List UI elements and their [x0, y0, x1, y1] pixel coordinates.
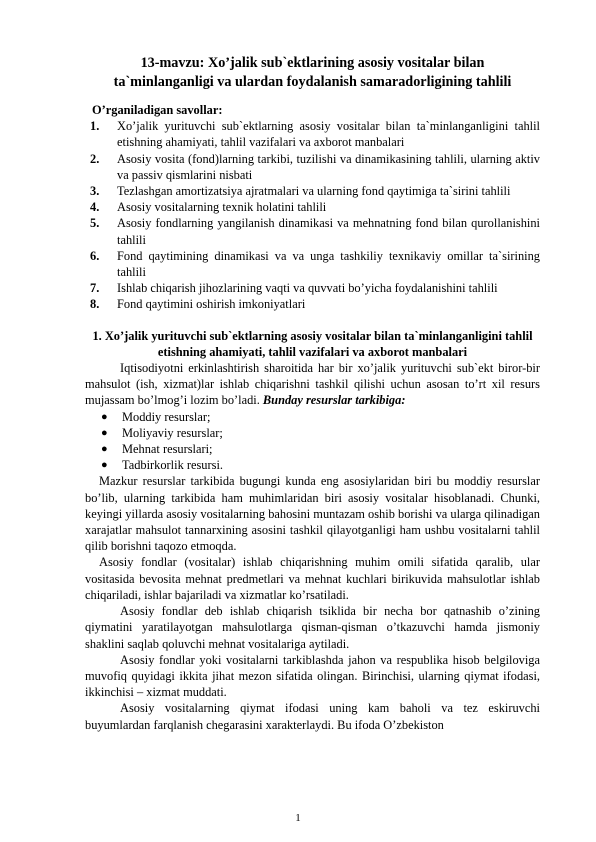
question-item: [85, 151, 540, 183]
question-text: Xo’jalik yurituvchi sub`ektlarning asosiy vositalar bilan ta`minlanganligini tahlil etishning ahamiyati, tahlil vazifalari va axborot manbalari: [117, 119, 540, 150]
question-number: 8.: [90, 297, 100, 312]
resource-text: Mehnat resurslari;: [122, 442, 213, 457]
question-item: [85, 118, 540, 150]
question-text: Asosiy vosita (fond)larning tarkibi, tuzilishi va dinamikasining tahlili, ularning aktiv va passiv qismlarini nisbati: [117, 151, 540, 182]
questions-list: [85, 118, 540, 312]
resource-item: [85, 425, 540, 441]
paragraph-definition: Asosiy fondlar deb ishlab chiqarish tsiklida bir necha bor qatnashib o’zining qiymatini yaratilayotgan mahsulotlarga qisman-qisman o’tkazuvchi hamda jismoniy shaklini saqlab qoluvchi mehnat vositalariga aytiladi.: [85, 604, 540, 651]
section-title: 1. Xo’jalik yurituvchi sub`ektlarning asosiy vositalar bilan ta`minlanganligini tahlil etishning ahamiyati, tahlil vazifalari va axborot manbalari: [92, 328, 533, 359]
resource-item: [85, 409, 540, 425]
paragraph-intro-emphasis: Bunday resurslar tarkibiga:: [262, 393, 406, 408]
paragraph-fixed-assets: Asosiy fondlar (vositalar) ishlab chiqarishning muhim omili sifatida qaralib, ular vositasida bevosita mehnat predmetlari va mehnat kuchlari birikuvida mahsulotlar ishlab chiqariladi, ishlar bajariladi va xizmatlar ko’rsatiladi.: [85, 555, 540, 602]
question-number: 5.: [90, 216, 100, 231]
resource-text: Moddiy resurslar;: [122, 409, 211, 424]
question-number: 1.: [90, 119, 100, 134]
paragraph-value: Asosiy vositalarning qiymat ifodasi uning kam baholi va tez eskiruvchi buyumlardan farqlanish chegarasini xarakterlaydi. Bu ifoda O’zbekiston: [85, 701, 540, 732]
bullet-icon: ●: [101, 459, 108, 472]
question-number: 2.: [90, 151, 100, 166]
question-text: Fond qaytimini oshirish imkoniyatlari: [117, 297, 306, 312]
question-text: Tezlashgan amortizatsiya ajratmalari va ularning fond qaytimiga ta`sirini tahlili: [117, 184, 511, 199]
question-item: [85, 215, 540, 247]
question-item: [85, 199, 540, 215]
resource-text: Moliyaviy resurslar;: [122, 425, 223, 440]
question-number: 6.: [90, 248, 100, 263]
paragraph-classification: Asosiy fondlar yoki vositalarni tarkiblashda jahon va respublika hisob belgiloviga muvofiq quyidagi ikkita jihat mezon sifatida olingan. Birinchisi, ularning qiymat ifodasi, ikkinchisi – xizmat muddati.: [85, 652, 540, 700]
page-number: 1: [295, 812, 301, 824]
resource-item: [85, 441, 540, 457]
question-number: 7.: [90, 281, 100, 296]
bullet-icon: ●: [101, 410, 108, 423]
question-item: [85, 296, 540, 312]
paragraph-intro: [85, 360, 540, 409]
bullet-icon: ●: [101, 426, 108, 439]
document-title: [85, 54, 540, 92]
paragraph-resources: Mazkur resurslar tarkibida bugungi kunda eng asosiylaridan biri bu moddiy resurslar bo’lib, ularning tarkibida ham muhimlaridan biri asosiy vositalar hisoblanadi. Chunki, keyingi yillarda asosiy vositalarning bahosini muntazam oshib borishi va ularga qilinadigan xarajatlar mahsulot tannarxining asosini tashkil qilayotganligi ham ushbu vositalarni tahlil qilib borishni taqozo etmoqda.: [85, 474, 540, 554]
resource-item: [85, 457, 540, 473]
title-line-2: ta`minlanganligi va ulardan foydalanish samaradorligining tahlili: [113, 74, 512, 90]
paragraph-intro-text: Iqtisodiyotni erkinlashtirish sharoitida har bir xo’jalik yurituvchi sub`ekt biror-bir mahsulot (ish, xizmat)lar ishlab chiqarishni tashkil qilishi uchun asosan to’rt xil resurs mujassam bo’lmog’i lozim bo’ladi.: [85, 361, 540, 408]
question-number: 4.: [90, 200, 100, 215]
question-item: [85, 248, 540, 280]
question-text: Asosiy vositalarning texnik holatini tahlili: [117, 200, 327, 215]
bullet-icon: ●: [101, 443, 108, 456]
resources-list: [85, 409, 540, 474]
question-number: 3.: [90, 184, 100, 199]
question-text: Ishlab chiqarish jihozlarining vaqti va quvvati bo’yicha foydalanishini tahlili: [117, 281, 498, 296]
resource-text: Tadbirkorlik resursi.: [122, 458, 223, 473]
question-item: [85, 280, 540, 296]
title-line-1: 13-mavzu: Xo’jalik sub`ektlarining asosiy vositalar bilan: [140, 55, 485, 71]
question-text: Asosiy fondlarning yangilanish dinamikasi va mehnatning fond bilan qurollanishini tahlili: [117, 216, 540, 247]
question-text: Fond qaytimining dinamikasi va va unga tashkiliy texnikaviy omillar ta`sirining tahlili: [117, 248, 540, 280]
questions-heading: O’rganiladigan savollar:: [92, 103, 223, 117]
document-page: [85, 54, 540, 733]
question-item: [85, 183, 540, 199]
